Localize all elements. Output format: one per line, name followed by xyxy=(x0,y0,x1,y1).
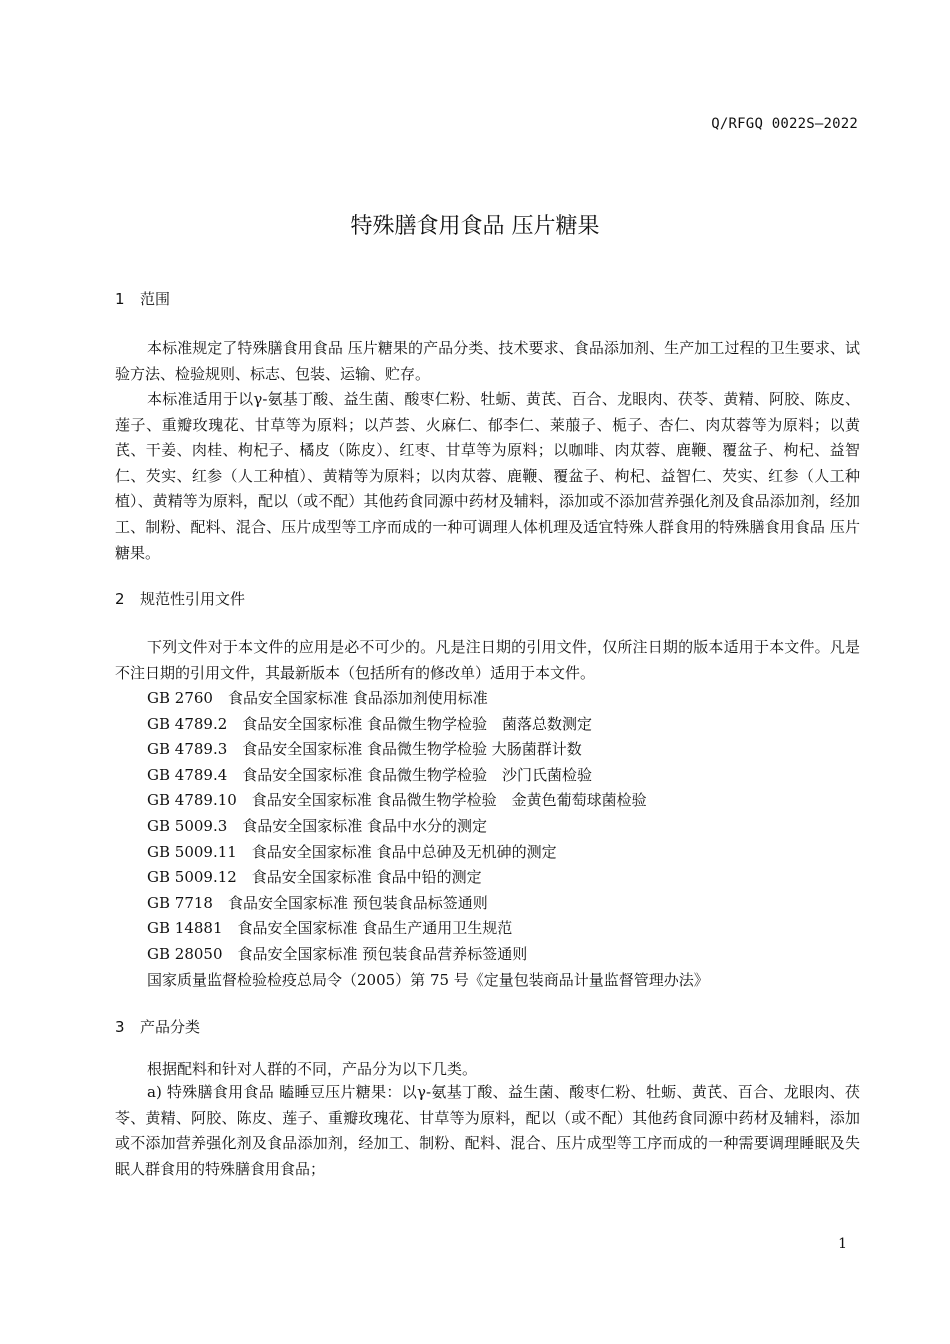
section-number: 3 xyxy=(115,1018,125,1036)
reference-item: GB 4789.3 食品安全国家标准 食品微生物学检验 大肠菌群计数 xyxy=(147,740,582,759)
section-title: 范围 xyxy=(140,290,171,308)
reference-item: GB 4789.10 食品安全国家标准 食品微生物学检验 金黄色葡萄球菌检验 xyxy=(147,791,647,810)
paragraph-classification-intro: 根据配料和针对人群的不同，产品分为以下几类。 xyxy=(147,1060,478,1078)
paragraph-classification-a: a) 特殊膳食用食品 瞌睡豆压片糖果：以γ-氨基丁酸、益生菌、酸枣仁粉、牡蛎、黄芪、百合、龙眼肉、茯苓、黄精、阿胶、陈皮、莲子、重瓣玫瑰花、甘草等为原料，配以（或不配）其他药食同源中药材及辅料，添加或不添加营养强化剂及食品添加剂，经加工、制粉、配料、混合、压片成型等工序而成的一种需要调理睡眠及失眠人群食用的特殊膳食用食品； xyxy=(115,1083,860,1178)
section-title: 规范性引用文件 xyxy=(140,590,246,608)
standard-code: Q/RFGQ 0022S—2022 xyxy=(711,116,858,132)
reference-item: GB 5009.12 食品安全国家标准 食品中铅的测定 xyxy=(147,868,482,887)
reference-item: GB 4789.4 食品安全国家标准 食品微生物学检验 沙门氏菌检验 xyxy=(147,765,593,784)
paragraph-scope-2: 本标准适用于以γ-氨基丁酸、益生菌、酸枣仁粉、牡蛎、黄芪、百合、龙眼肉、茯苓、黄精、阿胶、陈皮、莲子、重瓣玫瑰花、甘草等为原料；以芦荟、火麻仁、郁李仁、莱菔子、栀子、杏仁、肉苁蓉等为原料；以黄芪、干姜、肉桂、枸杞子、橘皮（陈皮）、红枣、甘草等为原料；以咖啡、肉苁蓉、鹿鞭、覆盆子、枸杞、益智仁、芡实、红参（人工种植）、黄精等为原料；以肉苁蓉、鹿鞭、覆盆子、枸杞、益智仁、芡实、红参（人工种植）、黄精等为原料，配以（或不配）其他药食同源中药材及辅料，添加或不添加营养强化剂及食品添加剂，经加工、制粉、配料、混合、压片成型等工序而成的一种可调理人体机理及适宜特殊人群食用的特殊膳食用食品 压片糖果。 xyxy=(115,390,860,562)
page-number: 1 xyxy=(838,1236,847,1252)
reference-item: GB 4789.2 食品安全国家标准 食品微生物学检验 菌落总数测定 xyxy=(147,714,593,733)
reference-item: GB 14881 食品安全国家标准 食品生产通用卫生规范 xyxy=(147,919,513,938)
reference-item: GB 28050 食品安全国家标准 预包装食品营养标签通则 xyxy=(147,944,528,963)
reference-item: GB 2760 食品安全国家标准 食品添加剂使用标准 xyxy=(147,689,488,707)
document-title: 特殊膳食用食品 压片糖果 xyxy=(350,214,600,239)
reference-item: 国家质量监督检验检疫总局令（2005）第 75 号《定量包装商品计量监督管理办法》 xyxy=(147,970,709,989)
section-heading-product-classification xyxy=(115,1016,200,1037)
reference-item: GB 5009.3 食品安全国家标准 食品中水分的测定 xyxy=(147,816,488,835)
paragraph-references-intro: 下列文件对于本文件的应用是必不可少的。凡是注日期的引用文件，仅所注日期的版本适用于本文件。凡是不注日期的引用文件，其最新版本（包括所有的修改单）适用于本文件。 xyxy=(115,638,860,682)
paragraph-scope-1: 本标准规定了特殊膳食用食品 压片糖果的产品分类、技术要求、食品添加剂、生产加工过程的卫生要求、试验方法、检验规则、标志、包装、运输、贮存。 xyxy=(115,339,860,383)
section-heading-scope xyxy=(115,288,170,309)
reference-item: GB 5009.11 食品安全国家标准 食品中总砷及无机砷的测定 xyxy=(147,842,557,861)
section-heading-normative-references xyxy=(115,588,245,609)
reference-item: GB 7718 食品安全国家标准 预包装食品标签通则 xyxy=(147,893,488,912)
section-number: 1 xyxy=(115,290,125,308)
section-title: 产品分类 xyxy=(140,1018,201,1036)
reference-list xyxy=(147,686,709,993)
section-number: 2 xyxy=(115,590,125,608)
